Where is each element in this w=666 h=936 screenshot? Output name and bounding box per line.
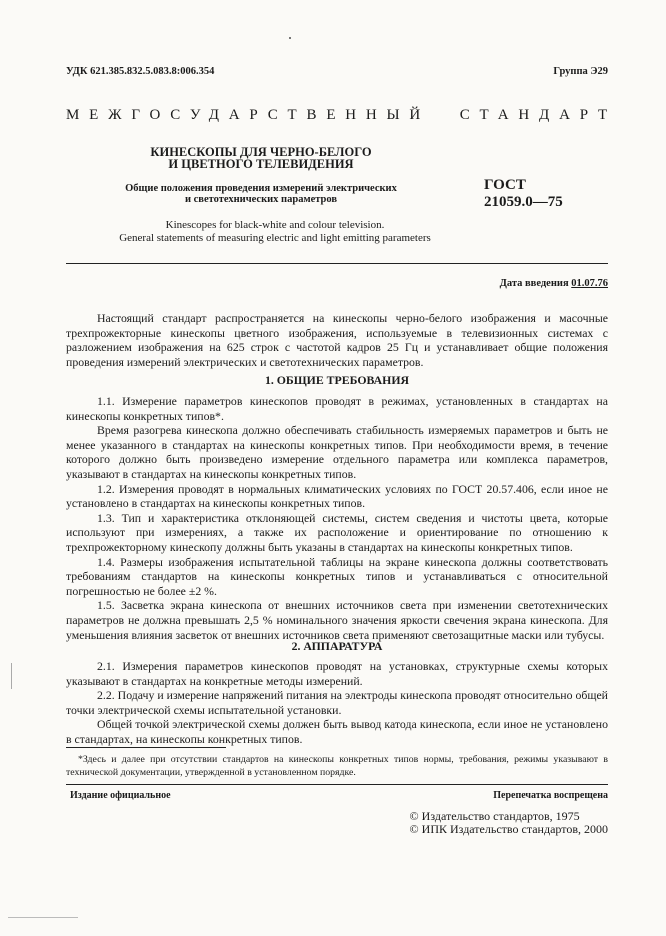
english-title-line-2: General statements of measuring electric and light emitting parameters bbox=[119, 231, 431, 244]
subtitle-line-1: Общие положения проведения измерений электрических bbox=[125, 183, 397, 194]
paragraph-2-2-cont: Общей точкой электрической схемы должен быть вывод катода кинескопа, если иное не установлено в стандартах, на кинескопы конкретных типов. bbox=[66, 717, 608, 746]
paragraph-2-2: 2.2. Подачу и измерение напряжений питания на электроды кинескопа проводят относительно общей точки электрической схемы испытательной установки. bbox=[66, 688, 608, 717]
section-1-heading: 1. ОБЩИЕ ТРЕБОВАНИЯ bbox=[264, 373, 410, 387]
scan-bottom-mark bbox=[8, 917, 78, 918]
paragraph-1-5: 1.5. Засветка экрана кинескопа от внешних источников света при изменении светотехнических параметров не должна превышать 2,5 % номинального значения яркости свечения экрана кинескопа. Для уменьшения влияния засветок от внешних источников света применяют светозащитные маски или тубусы. bbox=[66, 598, 608, 642]
section-2-heading: 2. АППАРАТУРА bbox=[291, 639, 383, 653]
gost-code: 21059.0—75 bbox=[484, 194, 563, 210]
section-1-body bbox=[66, 394, 608, 642]
paragraph-1-3: 1.3. Тип и характеристика отклоняющей системы, систем сведения и чистоты цвета, которые используют при измерениях, а также их расположение и ориентирование по отношению к трехпрожекторному кинескопу должны быть указаны в стандартах на кинескопы конкретных типов. bbox=[66, 510, 608, 554]
subtitle-line-2: и светотехнических параметров bbox=[184, 194, 338, 205]
footnote bbox=[66, 754, 608, 779]
effective-date-value: 01.07.76 bbox=[571, 278, 608, 289]
title-line-2: И ЦВЕТНОГО ТЕЛЕВИДЕНИЯ bbox=[168, 157, 354, 171]
scan-margin-mark bbox=[11, 663, 12, 689]
footnote-text: *Здесь и далее при отсутствии стандартов на кинескопы конкретных типов нормы, требования, режимы указывают в технической документации, утвержденной в установленном порядке. bbox=[66, 754, 608, 778]
english-title bbox=[66, 219, 484, 244]
effective-date bbox=[500, 278, 608, 289]
section-2-body bbox=[66, 659, 608, 747]
paragraph-2-1: 2.1. Измерения параметров кинескопов проводят на установках, структурные схемы которых указывают в стандартах на конкретные методы измерений. bbox=[66, 659, 608, 688]
english-title-line-1: Kinescopes for black-white and colour television. bbox=[165, 219, 385, 231]
banner-word-interstate: МЕЖГОСУДАРСТВЕННЫЙ bbox=[66, 107, 431, 123]
official-edition-label: Издание официальное bbox=[70, 790, 171, 801]
copyright-line-2: © ИПК Издательство стандартов, 2000 bbox=[409, 822, 608, 836]
effective-date-label: Дата введения bbox=[499, 278, 569, 289]
header-divider bbox=[66, 263, 608, 264]
document-subtitle bbox=[66, 183, 456, 205]
gost-label: ГОСТ bbox=[484, 177, 526, 193]
document-title bbox=[66, 146, 456, 170]
udk-code: УДК 621.385.832.5.083.8:006.354 bbox=[66, 66, 215, 77]
paragraph-1-2: 1.2. Измерения проводят в нормальных климатических условиях по ГОСТ 20.57.406, если иное не установлено в стандартах на кинескопы конкретных типов. bbox=[66, 481, 608, 511]
banner-word-standard: СТАНДАРТ bbox=[459, 107, 617, 123]
gost-number bbox=[484, 177, 563, 211]
paragraph-1-1-cont: Время разогрева кинескопа должно обеспечивать стабильность измеряемых параметров и быть не менее указанного в стандартах на кинескопы конкретных типов. При необходимости время, в течение которого должно быть произведено измерение отдельного параметра или комплекса параметров, указывают в стандартах на кинескопы конкретных типов. bbox=[66, 423, 608, 481]
footnote-divider bbox=[66, 747, 226, 748]
scan-speck bbox=[289, 37, 291, 39]
reprint-prohibited-label: Перепечатка воспрещена bbox=[493, 790, 608, 801]
intro-block bbox=[66, 311, 608, 369]
paragraph-1-1: 1.1. Измерение параметров кинескопов проводят в режимах, установленных в стандартах на кинескопы конкретных типов*. bbox=[66, 394, 608, 423]
intro-paragraph: Настоящий стандарт распространяется на кинескопы черно-белого изображения и масочные трехпрожекторные кинескопы цветного изображения, используемые в телевизионных системах с разложением изображения на 625 строк с частотой кадров 25 Гц и устанавливает общие положения проведения измерений электрических и светотехнических параметров. bbox=[66, 311, 608, 369]
group-code: Группа Э29 bbox=[553, 66, 608, 77]
paragraph-1-4: 1.4. Размеры изображения испытательной таблицы на экране кинескопа должны соответствовать требованиям стандартов на кинескопы конкретных типов и устанавливаться с относительной погрешностью не более ±2 %. bbox=[66, 554, 608, 598]
copyright-block bbox=[410, 810, 608, 836]
copyright-line-1: © Издательство стандартов, 1975 bbox=[409, 809, 580, 823]
footer-divider bbox=[66, 784, 608, 785]
title-line-1: КИНЕСКОПЫ ДЛЯ ЧЕРНО-БЕЛОГО bbox=[150, 145, 372, 159]
